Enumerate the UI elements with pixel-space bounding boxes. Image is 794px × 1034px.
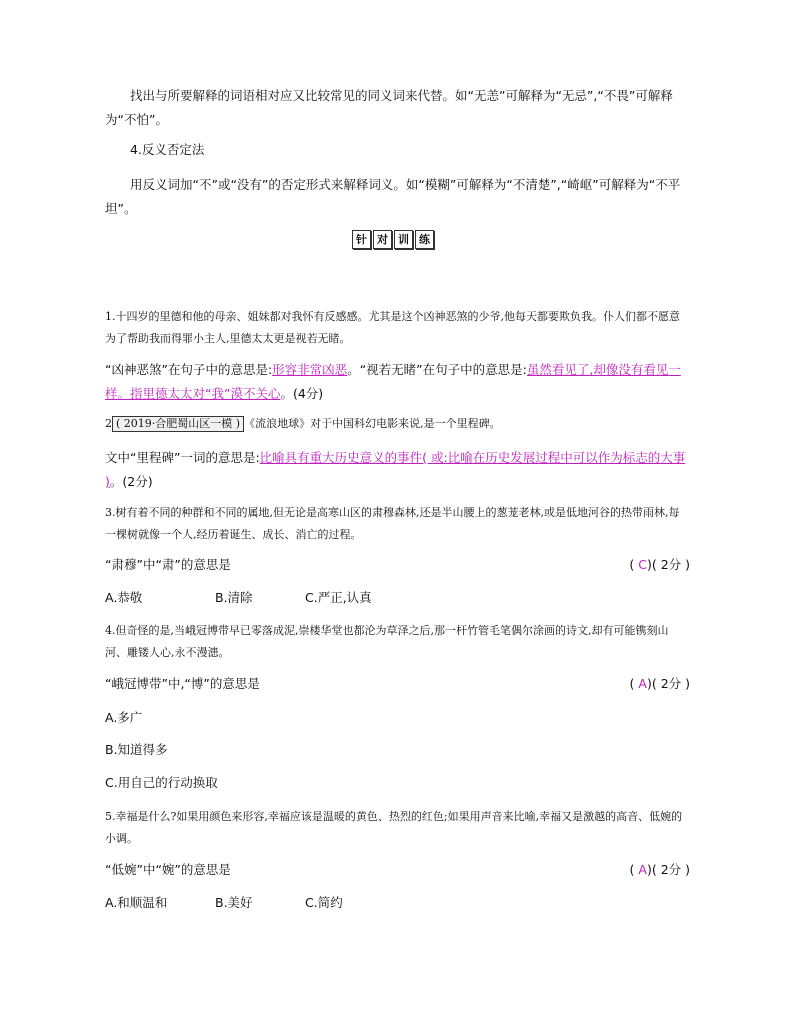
q4-prompt: “峨冠博带”中,“博”的意思是 [105, 676, 260, 691]
badge-char: 训 [394, 230, 413, 249]
q3-option-b: B.清除 [215, 590, 253, 605]
q1-answer-a: 形容非常凶恶 [272, 362, 348, 377]
badge-char: 针 [352, 230, 371, 249]
intro-paragraph-2: 用反义词加“不”或“没有”的否定形式来解释词义。如“模糊”可解释为“不清楚”,“崎岖”可解释为“不平坦”。 [105, 177, 681, 216]
q4-question [105, 673, 690, 695]
q5-option-b: B.美好 [215, 895, 253, 910]
q2-source-tag: ( 2019·合肥蜀山区一模 ) [112, 416, 244, 432]
q1-passage: 1.十四岁的里德和他的母亲、姐妹都对我怀有反感感。尤其是这个凶神恶煞的少爷,他每天都要欺负我。仆人们都不愿意为了帮助我而得罪小主人,里德太太更是视若无睹。 [105, 310, 680, 345]
q3-answer: C [638, 557, 647, 572]
badge-char: 对 [373, 230, 392, 249]
q5-option-c: C.简约 [305, 895, 343, 910]
q5-question [105, 859, 690, 881]
q4-option-b: B.知道得多 [105, 742, 168, 757]
q2-score: 。(2分) [109, 474, 153, 489]
heading-antonym-negation: 4.反义否定法 [130, 142, 205, 157]
q1-prompt-b: 。“视若无睹”在句子中的意思是: [347, 362, 527, 377]
q4-passage: 4.但奇怪的是,当峨冠博带早已零落成泥,崇楼华堂也都沦为草泽之后,那一杆竹管毛笔偶尔涂画的诗文,却有可能镌刻山河、雕镂人心,永不漫漶。 [105, 624, 669, 659]
q3-option-a: A.恭敬 [105, 590, 143, 605]
q2-prompt: 文中“里程碑”一词的意思是: [105, 450, 260, 465]
q4-option-a: A.多广 [105, 710, 143, 725]
q5-passage: 5.幸福是什么?如果用颜色来形容,幸福应该是温暖的黄色、热烈的红色;如果用声音来比喻,幸福又是激越的高音、低婉的小调。 [105, 810, 683, 845]
q2-number: 2 [105, 417, 112, 430]
q1-prompt-a: “凶神恶煞”在句子中的意思是: [105, 362, 273, 377]
q4-answer-slot: ( A)( 2分 ) [629, 676, 690, 691]
q4-option-c: C.用自己的行动换取 [105, 775, 218, 790]
q5-answer-slot: ( A)( 2分 ) [629, 862, 690, 877]
q5-option-a: A.和顺温和 [105, 895, 168, 910]
q1-answer-line [105, 358, 690, 406]
q5-answer: A [638, 862, 647, 877]
q3-answer-slot: ( C)( 2分 ) [629, 557, 690, 572]
badge-char: 练 [415, 230, 434, 249]
q3-question [105, 554, 690, 576]
q2-answer: 比喻具有重大历史意义的事件( 或:比喻在历史发展过程中可以作为标志的大事 ) [105, 450, 686, 489]
q1-score: 。(4分) [280, 386, 324, 401]
q2-answer-line [105, 446, 690, 494]
q3-passage: 3.树有着不同的种群和不同的属地,但无论是高寒山区的肃穆森林,还是半山腰上的葱茏老林,或是低地河谷的热带雨林,每一棵树就像一个人,经历着诞生、成长、消亡的过程。 [105, 506, 680, 541]
q5-prompt: “低婉”中“婉”的意思是 [105, 862, 231, 877]
q3-prompt: “肃穆”中“肃”的意思是 [105, 557, 231, 572]
q4-answer: A [638, 676, 647, 691]
q2-passage [105, 413, 690, 435]
q1-answer-b: 虽然看见了,却像没有看见一样。指里德太太对“我”漠不关心 [105, 362, 681, 401]
section-badge [352, 230, 436, 249]
q2-text: 《流浪地球》对于中国科幻电影来说,是一个里程碑。 [244, 417, 501, 430]
intro-paragraph-1: 找出与所要解释的词语相对应又比较常见的同义词来代替。如“无恙”可解释为“无忌”,“不畏”可解释为“不怕”。 [105, 88, 673, 127]
q3-option-c: C.严正,认真 [305, 590, 372, 605]
